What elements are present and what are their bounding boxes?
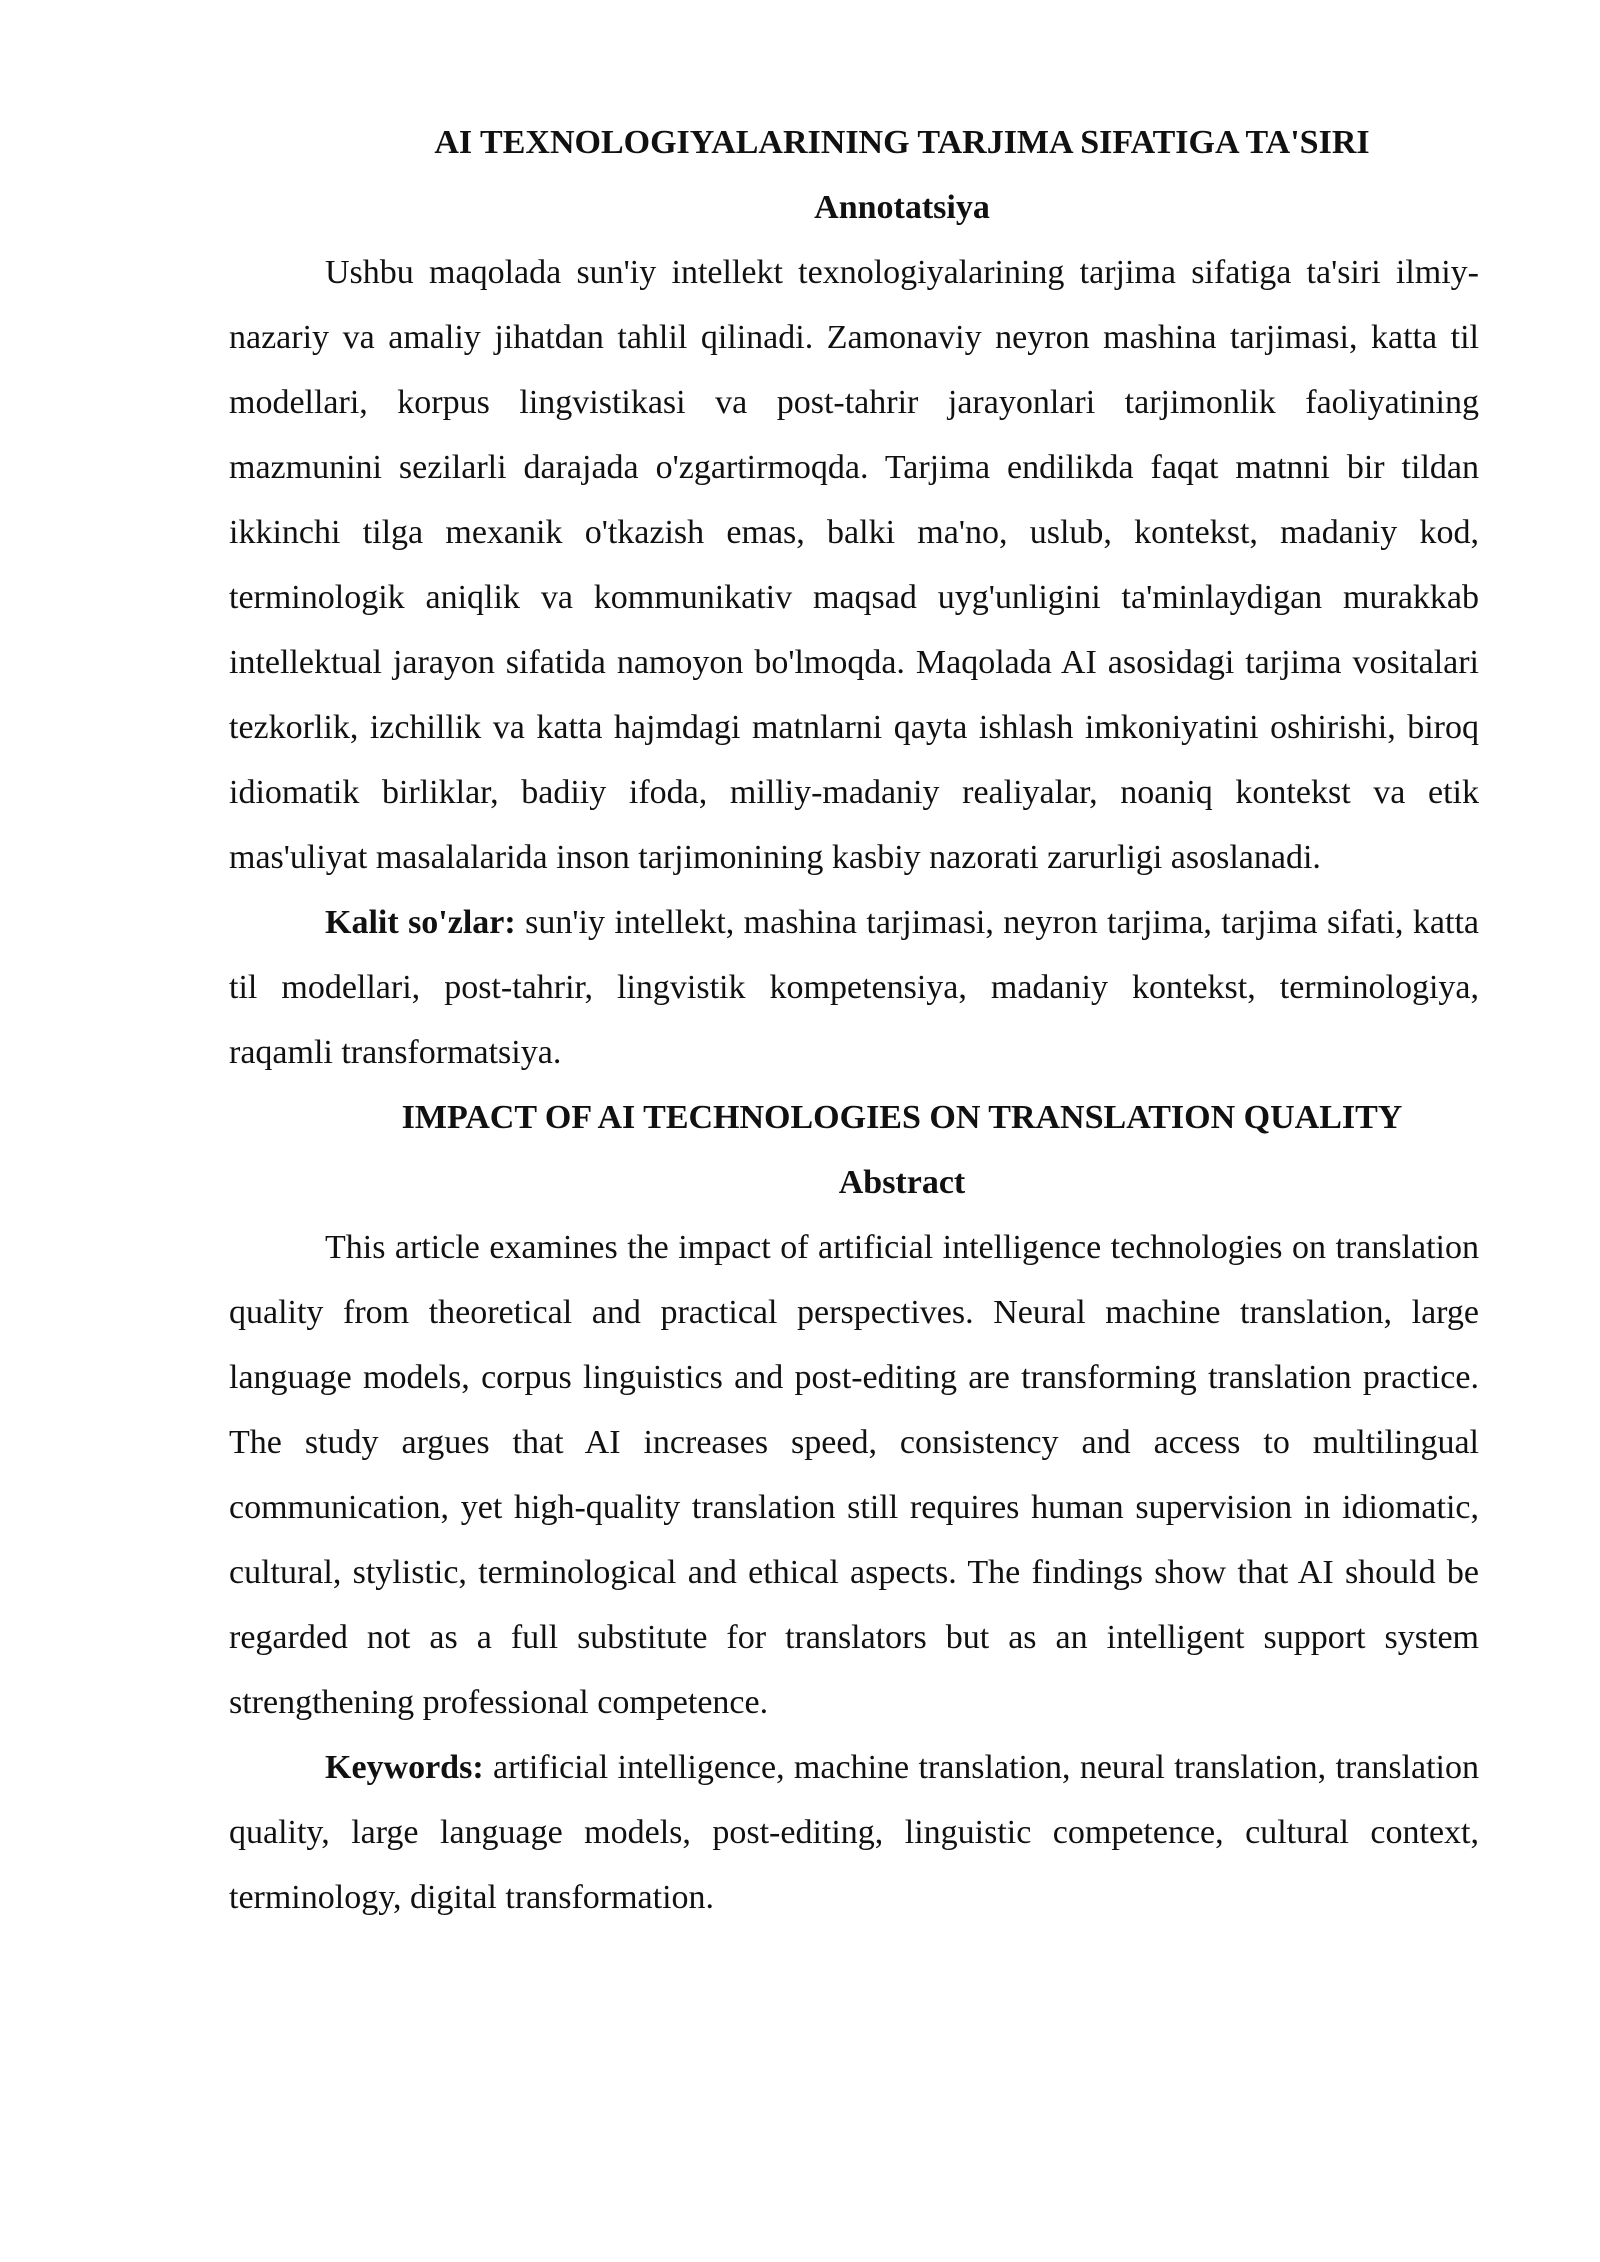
abstract-english: This article examines the impact of artificial intelligence technologies on translation quality from theoretical and practical perspectives. Neural machine translation, large language models, corpus linguistics and post-editing are transforming translation practice. The study argues that AI increases speed, consistency and access to multilingual communication, yet high-quality translation still requires human supervision in idiomatic, cultural, stylistic, terminological and ethical aspects. The findings show that AI should be regarded not as a full substitute for translators but as an intelligent support system strengthening professional competence. [229,1229,1479,1721]
title-english: IMPACT OF AI TECHNOLOGIES ON TRANSLATION QUALITY [401,1099,1403,1136]
title-uzbek: AI TEXNOLOGIYALARINING TARJIMA SIFATIGA TA'SIRI [434,124,1370,161]
heading-annotatsiya: Annotatsiya [814,189,990,226]
keywords-english [229,1735,1479,1930]
heading-abstract: Abstract [838,1164,966,1201]
keywords-text-uzbek: sun'iy intellekt, mashina tarjimasi, neyron tarjima, tarjima sifati, katta til modellari, post-tahrir, lingvistik kompetensiya, madaniy kontekst, terminologiya, raqamli transformatsiya. [229,904,1479,1071]
abstract-uzbek: Ushbu maqolada sun'iy intellekt texnologiyalarining tarjima sifatiga ta'siri ilmiy-nazariy va amaliy jihatdan tahlil qilinadi. Zamonaviy neyron mashina tarjimasi, katta til modellari, korpus lingvistikasi va post-tahrir jarayonlari tarjimonlik faoliyatining mazmunini sezilarli darajada o'zgartirmoqda. Tarjima endilikda faqat matnni bir tildan ikkinchi tilga mexanik o'tkazish emas, balki ma'no, uslub, kontekst, madaniy kod, terminologik aniqlik va kommunikativ maqsad uyg'unligini ta'minlaydigan murakkab intellektual jarayon sifatida namoyon bo'lmoqda. Maqolada AI asosidagi tarjima vositalari tezkorlik, izchillik va katta hajmdagi matnlarni qayta ishlash imkoniyatini oshirishi, biroq idiomatik birliklar, badiiy ifoda, milliy-madaniy realiyalar, noaniq kontekst va etik mas'uliyat masalalarida inson tarjimonining kasbiy nazorati zarurligi asoslanadi. [229,254,1479,876]
keywords-label-uzbek: Kalit so'zlar: [325,904,516,941]
keywords-uzbek [229,890,1479,1085]
document-page [229,110,1479,1930]
keywords-text-english: artificial intelligence, machine translation, neural translation, translation quality, large language models, post-editing, linguistic competence, cultural context, terminology, digital transformation. [229,1749,1479,1916]
keywords-label-english: Keywords: [325,1749,484,1786]
